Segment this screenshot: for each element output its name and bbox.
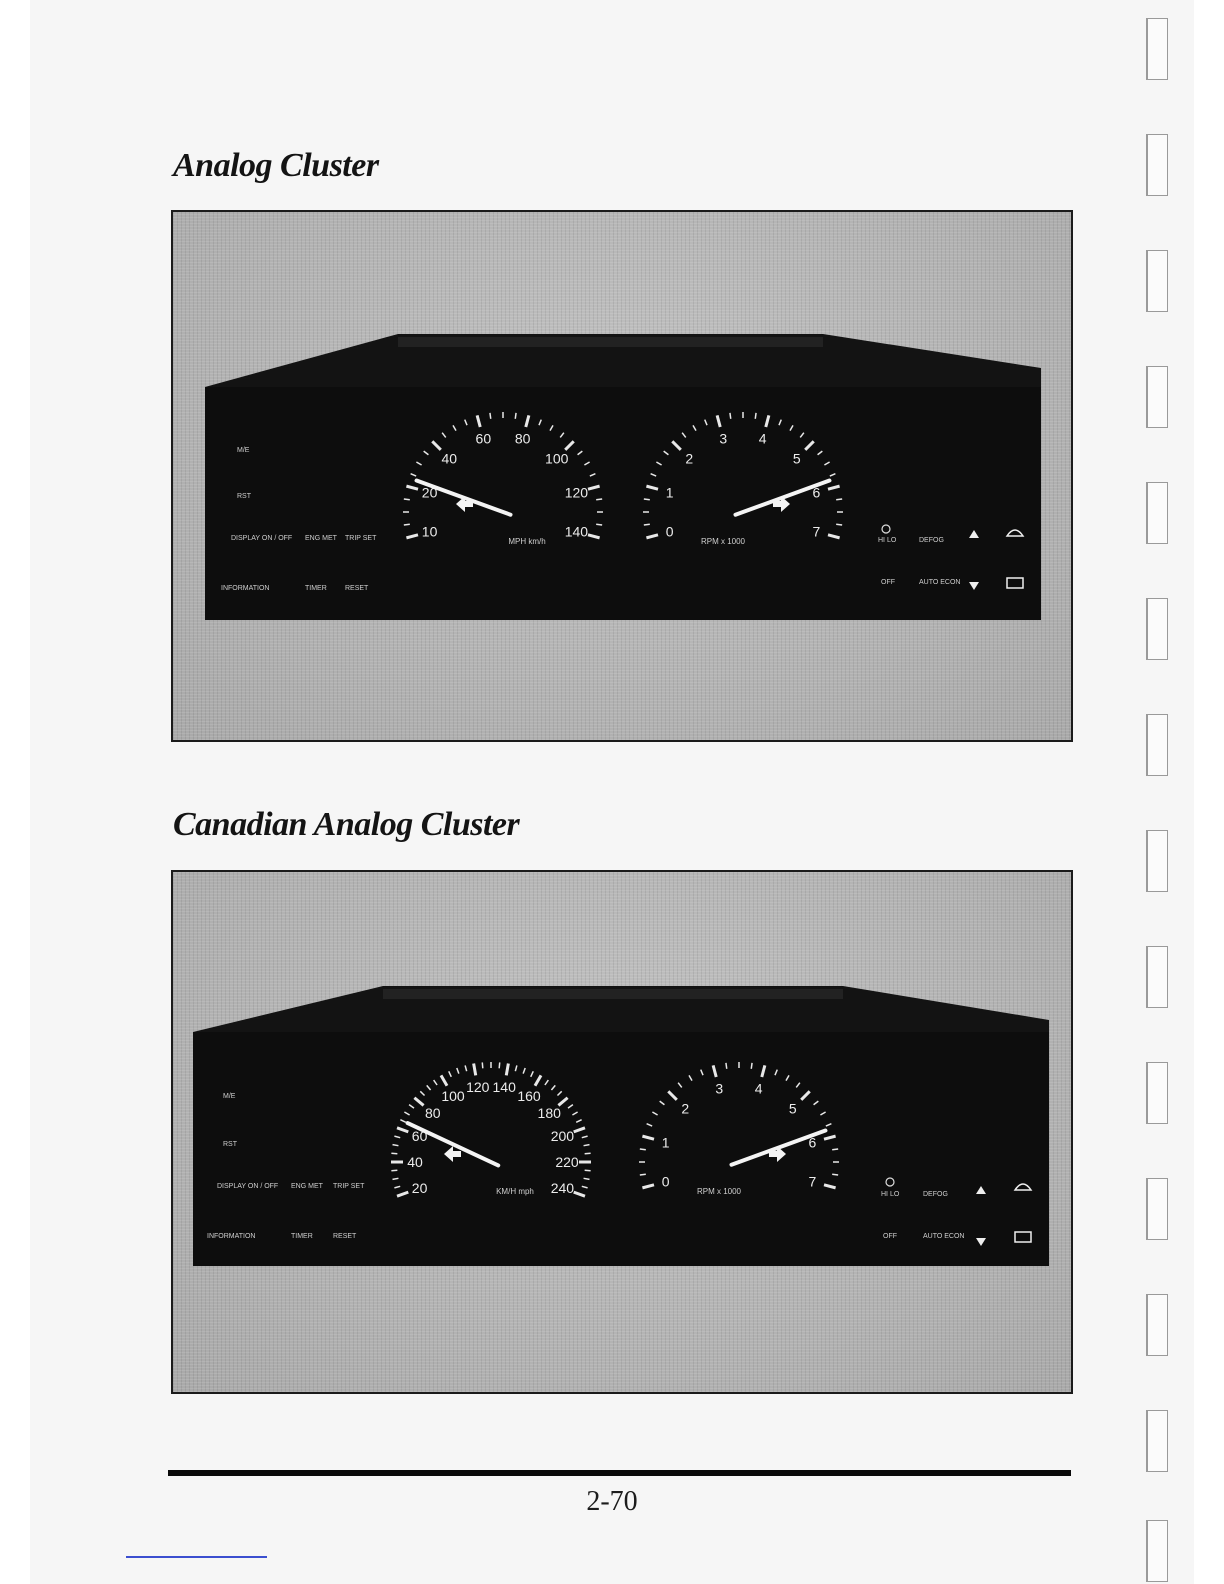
speedometer-tick-label: 100 <box>545 450 569 467</box>
footer-link[interactable] <box>126 1556 267 1558</box>
speedometer-tick <box>585 1170 591 1171</box>
analog-cluster-illustration <box>173 212 1071 740</box>
speedometer-tick <box>515 413 516 419</box>
speedometer-tick-label: 220 <box>555 1154 579 1170</box>
speedometer-tick-label: 80 <box>514 430 531 447</box>
speedometer-tick-label: 40 <box>441 450 458 467</box>
speedometer-unit-label: KM/H mph <box>496 1187 534 1196</box>
section-tab[interactable] <box>1146 1520 1168 1582</box>
section-tab[interactable] <box>1146 1178 1168 1240</box>
eng-met-label[interactable]: ENG MET <box>291 1183 323 1190</box>
tachometer-unit-label: RPM x 1000 <box>700 537 746 546</box>
section-heading-canadian-analog-cluster: Canadian Analog Cluster <box>173 806 520 843</box>
speedometer-tick <box>499 1062 500 1068</box>
section-heading-analog-cluster: Analog Cluster <box>173 147 379 184</box>
bottom-rule <box>168 1470 1071 1476</box>
speedometer-tick <box>596 499 602 500</box>
tachometer-tick <box>644 499 650 500</box>
section-tab[interactable] <box>1146 1294 1168 1356</box>
tachometer-tick <box>640 1149 646 1150</box>
tachometer-tick <box>836 499 842 500</box>
speedometer-tick-label: 200 <box>550 1128 575 1145</box>
trip-set-label[interactable]: TRIP SET <box>333 1183 365 1190</box>
analog-cluster-photo <box>171 210 1073 742</box>
speedometer-tick-label: 40 <box>407 1154 423 1170</box>
label-indicator-2: RST <box>223 1141 237 1148</box>
speedometer-tick-label: 60 <box>411 1128 428 1145</box>
label-indicator-2: RST <box>237 493 251 500</box>
tachometer-tick-label: 1 <box>665 484 674 501</box>
label-indicator-1: M/E <box>237 447 250 454</box>
tachometer-tick-label: 1 <box>661 1134 670 1151</box>
speedometer-tick <box>474 1064 476 1076</box>
hi-lo-label[interactable]: HI LO <box>881 1191 900 1198</box>
tachometer-tick-label: 6 <box>812 484 821 501</box>
section-tabs <box>1142 0 1182 1584</box>
section-tab[interactable] <box>1146 830 1168 892</box>
display-onoff-label[interactable]: DISPLAY ON / OFF <box>231 535 293 542</box>
speedometer-tick-label: 120 <box>564 484 589 501</box>
section-tab[interactable] <box>1146 482 1168 544</box>
page-number: 2-70 <box>586 1486 638 1517</box>
speedometer-tick <box>584 1178 590 1179</box>
tachometer-tick-label: 2 <box>685 450 694 467</box>
section-tab[interactable] <box>1146 1062 1168 1124</box>
tachometer-tick-label: 5 <box>788 1100 797 1117</box>
tachometer-tick-label: 3 <box>715 1080 724 1097</box>
tachometer-tick-label: 4 <box>758 430 767 447</box>
tachometer-tick <box>730 413 731 419</box>
tachometer-tick-label: 0 <box>661 1173 670 1190</box>
tachometer-tick-label: 7 <box>808 1173 817 1190</box>
speedometer-tick <box>404 524 410 525</box>
tachometer-tick <box>644 524 650 525</box>
speedometer-tick <box>391 1170 397 1171</box>
speedometer-tick-label: 140 <box>564 523 589 540</box>
canadian-analog-cluster-illustration <box>173 872 1071 1392</box>
tachometer-tick-label: 5 <box>792 450 801 467</box>
speedometer-tick-label: 60 <box>475 430 492 447</box>
label-indicator-1: M/E <box>223 1093 236 1100</box>
off-label[interactable]: OFF <box>881 579 895 586</box>
speedometer-tick-label: 20 <box>411 1179 428 1196</box>
defog-label[interactable]: DEFOG <box>923 1191 948 1198</box>
trip-set-label[interactable]: TRIP SET <box>345 535 377 542</box>
speedometer-unit-label: MPH km/h <box>508 537 546 546</box>
speedometer-tick-label: 180 <box>537 1105 561 1122</box>
cluster-panel <box>205 387 1041 620</box>
tachometer-unit-label: RPM x 1000 <box>696 1187 742 1196</box>
information-label[interactable]: INFORMATION <box>221 585 270 592</box>
tachometer-tick-label: 2 <box>681 1100 690 1117</box>
section-tab[interactable] <box>1146 946 1168 1008</box>
speedometer-tick <box>585 1153 591 1154</box>
canadian-analog-cluster-photo <box>171 870 1073 1394</box>
speedometer-tick-label: 10 <box>421 523 438 540</box>
speedometer-tick <box>584 1145 590 1146</box>
speedometer-tick-label: 80 <box>424 1105 441 1122</box>
section-tab[interactable] <box>1146 1410 1168 1472</box>
section-tab[interactable] <box>1146 366 1168 428</box>
eng-met-label[interactable]: ENG MET <box>305 535 337 542</box>
speedometer-tick-label: 120 <box>466 1079 490 1096</box>
tachometer-tick <box>640 1174 646 1175</box>
tachometer-tick <box>751 1063 752 1069</box>
cluster-panel <box>193 1032 1049 1266</box>
tachometer-tick-label: 0 <box>665 523 674 540</box>
defog-label[interactable]: DEFOG <box>919 537 944 544</box>
tachometer-tick <box>832 1149 838 1150</box>
tachometer-tick-label: 3 <box>719 430 728 447</box>
section-tab[interactable] <box>1146 714 1168 776</box>
tachometer-tick <box>755 413 756 419</box>
speedometer-tick-label: 160 <box>517 1088 541 1105</box>
hi-lo-label[interactable]: HI LO <box>878 537 897 544</box>
tachometer-tick-label: 6 <box>808 1134 817 1151</box>
speedometer-tick <box>596 524 602 525</box>
off-label[interactable]: OFF <box>883 1233 897 1240</box>
speedometer-tick-label: 140 <box>492 1079 516 1096</box>
speedometer-tick-label: 20 <box>421 484 438 501</box>
speedometer-tick-label: 240 <box>550 1179 575 1196</box>
tachometer-tick <box>836 524 842 525</box>
speedometer-tick <box>506 1064 508 1076</box>
tachometer-tick <box>726 1063 727 1069</box>
section-tab[interactable] <box>1146 18 1168 80</box>
reset-label[interactable]: RESET <box>333 1233 357 1240</box>
information-label[interactable]: INFORMATION <box>207 1233 256 1240</box>
tachometer-tick <box>832 1174 838 1175</box>
section-tab[interactable] <box>1146 250 1168 312</box>
auto-econ-label[interactable]: AUTO ECON <box>919 579 961 586</box>
speedometer-tick <box>482 1062 483 1068</box>
reset-label[interactable]: RESET <box>345 585 369 592</box>
speedometer-tick <box>490 413 491 419</box>
section-tab[interactable] <box>1146 134 1168 196</box>
speedometer-tick <box>393 1178 399 1179</box>
tachometer-tick-label: 4 <box>754 1080 763 1097</box>
speedometer-tick-label: 100 <box>441 1088 465 1105</box>
display-onoff-label[interactable]: DISPLAY ON / OFF <box>217 1183 279 1190</box>
timer-label[interactable]: TIMER <box>291 1233 313 1240</box>
tachometer-tick-label: 7 <box>812 523 821 540</box>
timer-label[interactable]: TIMER <box>305 585 327 592</box>
speedometer-tick <box>391 1153 397 1154</box>
speedometer-tick <box>393 1145 399 1146</box>
speedometer-tick <box>404 499 410 500</box>
section-tab[interactable] <box>1146 598 1168 660</box>
auto-econ-label[interactable]: AUTO ECON <box>923 1233 965 1240</box>
